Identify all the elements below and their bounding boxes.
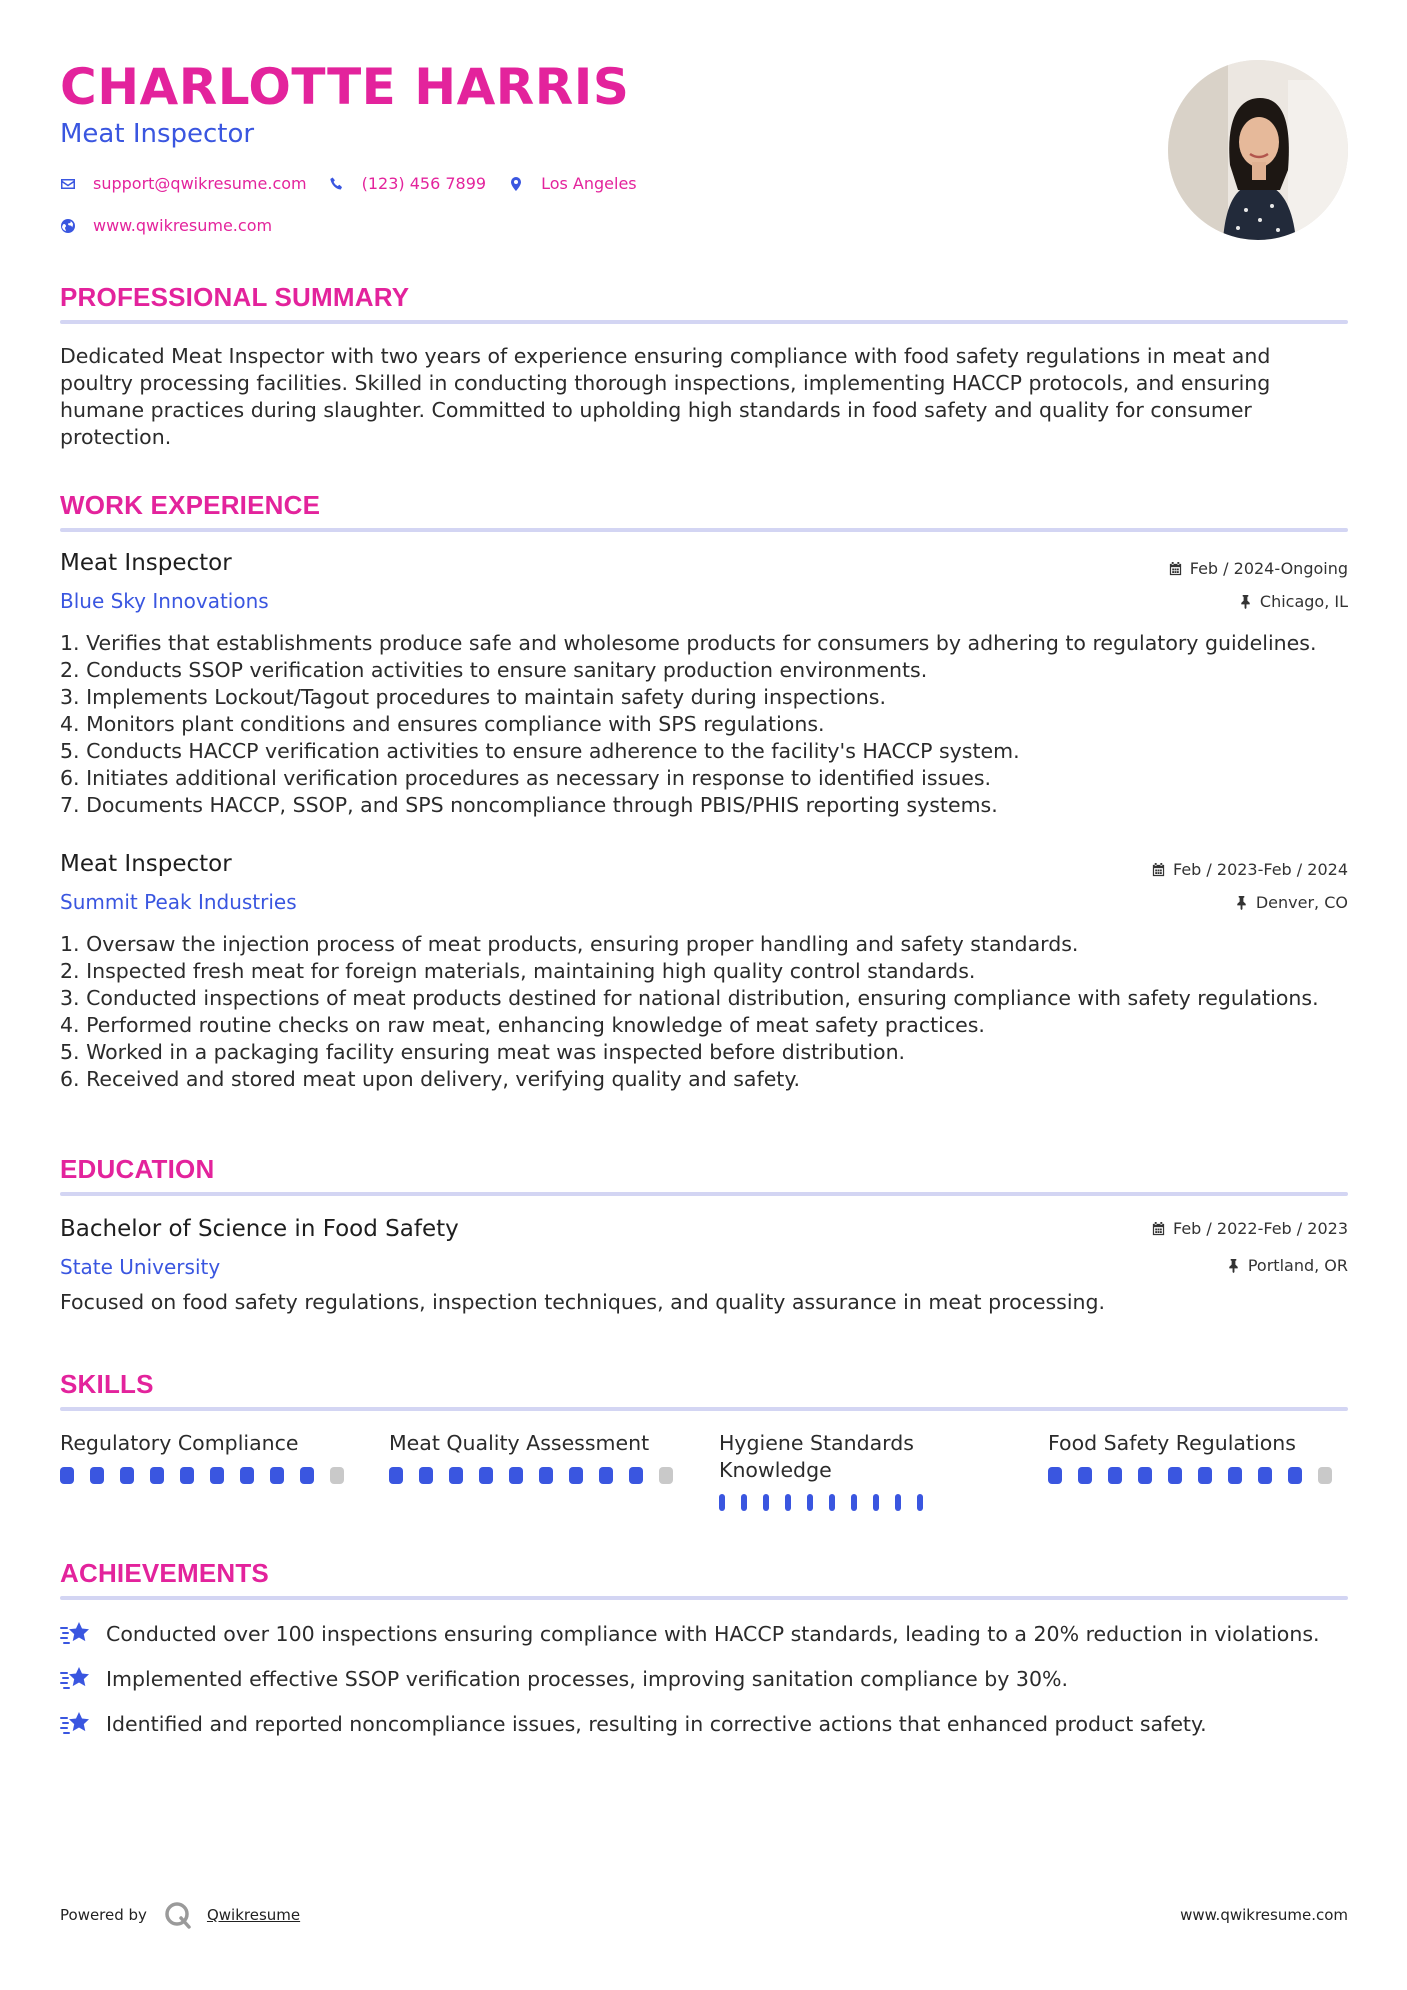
achievement-text: Conducted over 100 inspections ensuring compliance with HACCP standards, leading to a 20% reduction in violations. — [106, 1622, 1320, 1646]
qwikresume-link[interactable]: Qwikresume — [206, 1906, 301, 1924]
skill-rating — [1048, 1467, 1348, 1484]
rating-dot-filled — [300, 1467, 314, 1484]
rating-dot-filled — [851, 1494, 857, 1511]
rating-dot-filled — [1168, 1467, 1182, 1484]
summary-divider — [60, 320, 1348, 324]
skill-name: Regulatory Compliance — [60, 1431, 299, 1455]
powered-by-label: Powered by — [60, 1906, 147, 1924]
contact-website[interactable] — [60, 216, 272, 235]
job-dates-text: Feb / 2023-Feb / 2024 — [1173, 860, 1348, 879]
job-location-text: Denver, CO — [1255, 893, 1348, 912]
skill-rating — [719, 1494, 939, 1511]
rating-dot-filled — [829, 1494, 835, 1511]
job-title: Meat Inspector — [60, 851, 232, 877]
rating-dot-filled — [629, 1467, 643, 1484]
envelope-icon — [60, 176, 76, 192]
education-heading: EDUCATION — [60, 1154, 215, 1184]
rating-dot-empty — [659, 1467, 673, 1484]
pushpin-icon — [1238, 594, 1253, 609]
star-icon — [60, 1665, 92, 1693]
education-dates — [1151, 1219, 1348, 1238]
skill-meat-quality-assessment — [389, 1430, 689, 1484]
rating-dot-filled — [741, 1494, 747, 1511]
job-responsibilities — [60, 931, 1360, 1093]
job-location — [1238, 592, 1348, 611]
footer-website[interactable]: www.qwikresume.com — [1180, 1906, 1348, 1924]
footer-powered-by — [60, 1900, 300, 1930]
skill-food-safety-regulations — [1048, 1430, 1348, 1484]
job-dates-text: Feb / 2024-Ongoing — [1189, 559, 1348, 578]
rating-dot-filled — [599, 1467, 613, 1484]
rating-dot-filled — [449, 1467, 463, 1484]
skill-regulatory-compliance — [60, 1430, 360, 1484]
website-text: www.qwikresume.com — [93, 216, 273, 235]
candidate-name: CHARLOTTE HARRIS — [60, 58, 630, 116]
globe-icon — [60, 218, 76, 234]
list-item: 5. Conducts HACCP verification activities to ensure adherence to the facility's HACCP system. — [60, 739, 1020, 763]
list-item: 2. Conducts SSOP verification activities to ensure sanitary production environments. — [60, 658, 928, 682]
rating-dot-filled — [60, 1467, 74, 1484]
achievement-item — [60, 1620, 1320, 1648]
map-pin-icon — [508, 176, 524, 192]
rating-dot-filled — [479, 1467, 493, 1484]
skill-name: Hygiene Standards Knowledge — [719, 1431, 914, 1482]
list-item: 7. Documents HACCP, SSOP, and SPS noncompliance through PBIS/PHIS reporting systems. — [60, 793, 998, 817]
qwikresume-logo-icon — [163, 1900, 193, 1930]
job-location-text: Chicago, IL — [1259, 592, 1348, 611]
rating-dot-filled — [389, 1467, 403, 1484]
rating-dot-filled — [873, 1494, 879, 1511]
skill-hygiene-standards-knowledge — [719, 1430, 939, 1511]
rating-dot-filled — [150, 1467, 164, 1484]
skill-name: Food Safety Regulations — [1048, 1431, 1296, 1455]
achievements-divider — [60, 1596, 1348, 1600]
skills-heading: SKILLS — [60, 1369, 154, 1399]
contact-row-secondary — [60, 216, 294, 235]
list-item: 3. Conducted inspections of meat products destined for national distribution, ensuring compliance with safety regulations. — [60, 986, 1319, 1010]
rating-dot-filled — [180, 1467, 194, 1484]
achievement-text: Implemented effective SSOP verification processes, improving sanitation compliance by 30%. — [106, 1667, 1068, 1691]
star-icon — [60, 1620, 92, 1648]
rating-dot-filled — [539, 1467, 553, 1484]
email-text: support@qwikresume.com — [93, 174, 307, 193]
rating-dot-filled — [763, 1494, 769, 1511]
experience-heading: WORK EXPERIENCE — [60, 490, 321, 520]
list-item: 4. Performed routine checks on raw meat, enhancing knowledge of meat safety practices. — [60, 1013, 985, 1037]
location-text: Los Angeles — [541, 174, 637, 193]
experience-divider — [60, 528, 1348, 532]
job-dates — [1168, 559, 1348, 578]
rating-dot-filled — [509, 1467, 523, 1484]
job-company: Blue Sky Innovations — [60, 589, 269, 613]
skill-rating — [389, 1467, 689, 1484]
job-dates — [1151, 860, 1348, 879]
pushpin-icon — [1234, 895, 1249, 910]
achievement-item — [60, 1665, 1068, 1693]
rating-dot-filled — [90, 1467, 104, 1484]
list-item: 1. Oversaw the injection process of meat products, ensuring proper handling and safety standards. — [60, 932, 1079, 956]
rating-dot-filled — [785, 1494, 791, 1511]
education-location-text: Portland, OR — [1247, 1256, 1348, 1275]
job-responsibilities — [60, 630, 1360, 819]
skills-divider — [60, 1407, 1348, 1411]
degree-title: Bachelor of Science in Food Safety — [60, 1216, 459, 1242]
list-item: 4. Monitors plant conditions and ensures compliance with SPS regulations. — [60, 712, 825, 736]
list-item: 1. Verifies that establishments produce safe and wholesome products for consumers by adhering to regulatory guidelines. — [60, 631, 1317, 655]
contact-row-primary — [60, 174, 659, 193]
list-item: 5. Worked in a packaging facility ensuring meat was inspected before distribution. — [60, 1040, 906, 1064]
rating-dot-filled — [240, 1467, 254, 1484]
education-dates-text: Feb / 2022-Feb / 2023 — [1173, 1219, 1348, 1238]
education-location — [1226, 1256, 1348, 1275]
rating-dot-empty — [1318, 1467, 1332, 1484]
contact-phone[interactable] — [329, 174, 486, 193]
rating-dot-filled — [1078, 1467, 1092, 1484]
rating-dot-filled — [210, 1467, 224, 1484]
rating-dot-filled — [120, 1467, 134, 1484]
candidate-title: Meat Inspector — [60, 119, 255, 149]
job-title: Meat Inspector — [60, 550, 232, 576]
list-item: 3. Implements Lockout/Tagout procedures to maintain safety during inspections. — [60, 685, 886, 709]
rating-dot-filled — [1228, 1467, 1242, 1484]
rating-dot-filled — [1108, 1467, 1122, 1484]
list-item: 2. Inspected fresh meat for foreign materials, maintaining high quality control standards. — [60, 959, 976, 983]
achievement-text: Identified and reported noncompliance issues, resulting in corrective actions that enhanced product safety. — [106, 1712, 1207, 1736]
education-divider — [60, 1192, 1348, 1196]
rating-dot-empty — [330, 1467, 344, 1484]
school-name: State University — [60, 1255, 221, 1279]
rating-dot-filled — [917, 1494, 923, 1511]
list-item: 6. Initiates additional verification procedures as necessary in response to identified issues. — [60, 766, 992, 790]
phone-text: (123) 456 7899 — [361, 174, 487, 193]
profile-photo — [1168, 60, 1348, 240]
summary-text: Dedicated Meat Inspector with two years of experience ensuring compliance with food safety regulations in meat and poultry processing facilities. Skilled in conducting thorough inspections, implementing HACCP protocols, and ensuring humane practices during slaughter. Committed to upholding high standards in food safety and quality for consumer protection. — [60, 344, 1271, 449]
rating-dot-filled — [1258, 1467, 1272, 1484]
achievement-item — [60, 1710, 1207, 1738]
rating-dot-filled — [1198, 1467, 1212, 1484]
contact-email[interactable] — [60, 174, 307, 193]
list-item: 6. Received and stored meat upon delivery, verifying quality and safety. — [60, 1067, 801, 1091]
pushpin-icon — [1226, 1258, 1241, 1273]
rating-dot-filled — [1288, 1467, 1302, 1484]
calendar-icon — [1151, 862, 1166, 877]
star-icon — [60, 1710, 92, 1738]
achievements-heading: ACHIEVEMENTS — [60, 1558, 269, 1588]
calendar-icon — [1168, 561, 1183, 576]
rating-dot-filled — [270, 1467, 284, 1484]
rating-dot-filled — [807, 1494, 813, 1511]
skill-rating — [60, 1467, 360, 1484]
education-description: Focused on food safety regulations, inspection techniques, and quality assurance in meat processing. — [60, 1290, 1106, 1314]
job-location — [1234, 893, 1348, 912]
rating-dot-filled — [719, 1494, 725, 1511]
summary-heading: PROFESSIONAL SUMMARY — [60, 282, 410, 312]
skill-name: Meat Quality Assessment — [389, 1431, 650, 1455]
phone-icon — [329, 176, 345, 192]
rating-dot-filled — [1048, 1467, 1062, 1484]
rating-dot-filled — [895, 1494, 901, 1511]
portrait-image — [1168, 60, 1348, 240]
calendar-icon — [1151, 1221, 1166, 1236]
rating-dot-filled — [569, 1467, 583, 1484]
job-company: Summit Peak Industries — [60, 890, 297, 914]
rating-dot-filled — [1138, 1467, 1152, 1484]
contact-location — [508, 174, 637, 193]
rating-dot-filled — [419, 1467, 433, 1484]
